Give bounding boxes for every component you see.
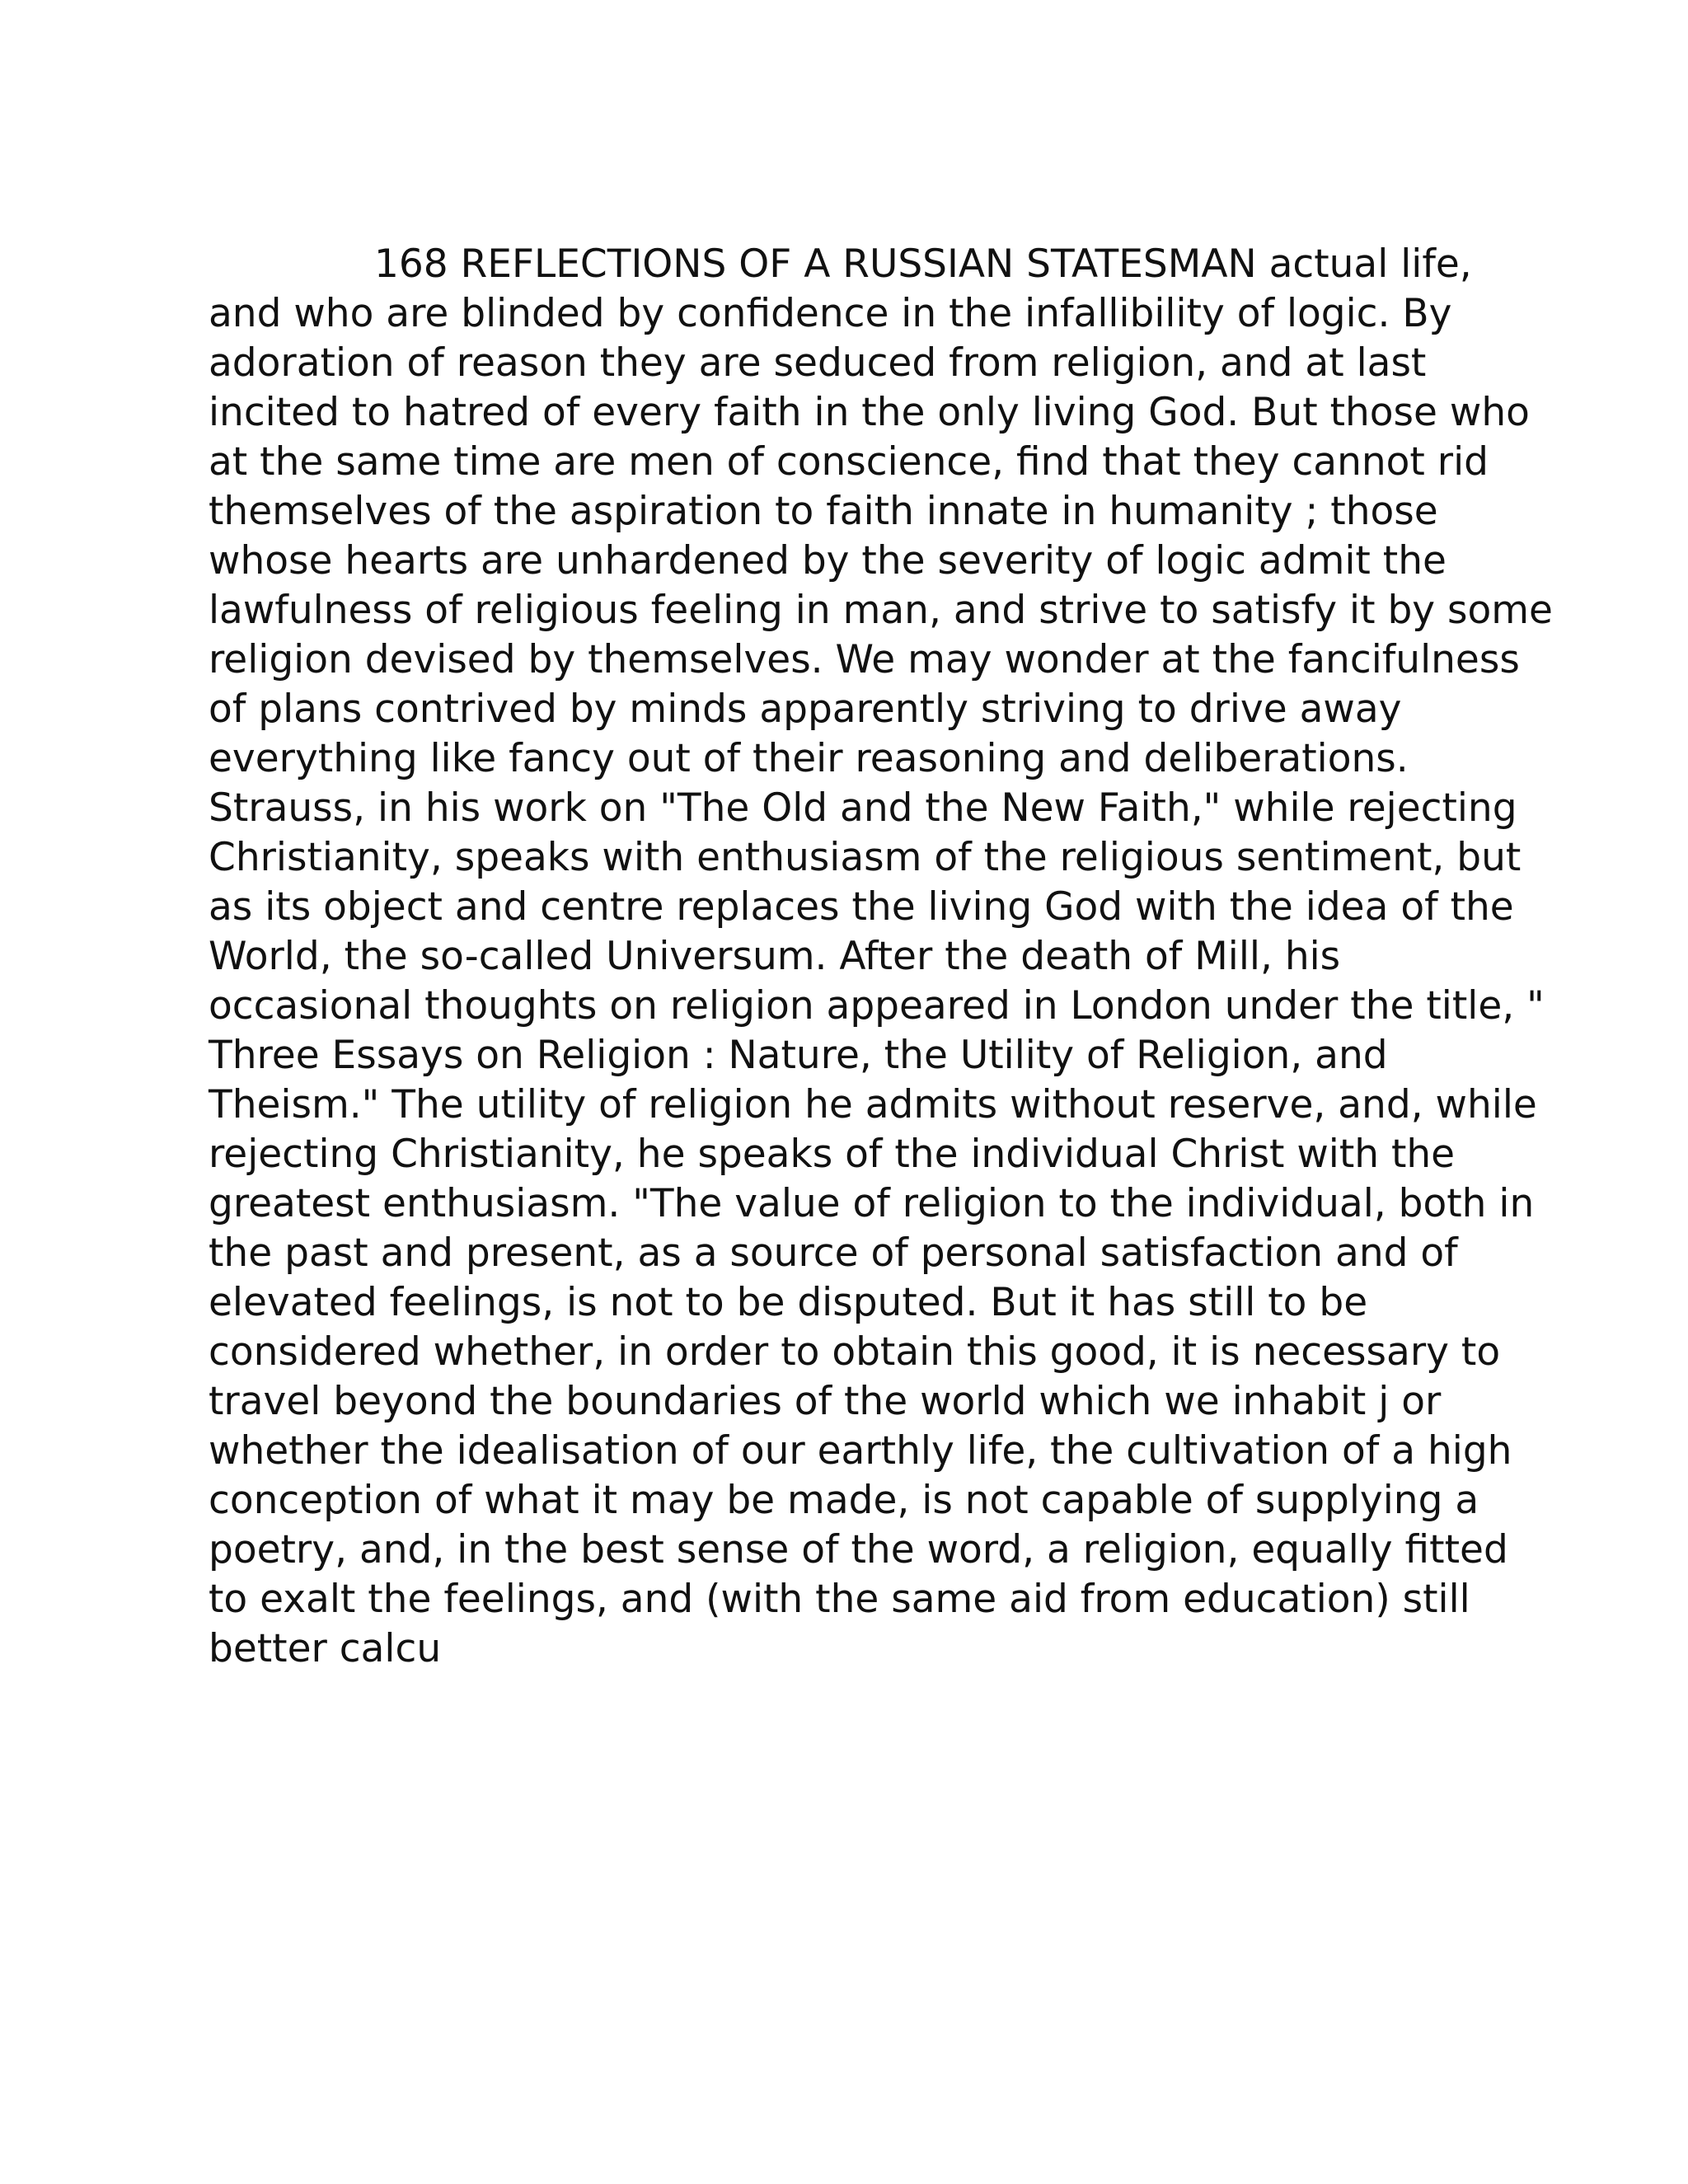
- text-line: Strauss, in his work on "The Old and the New Faith," while rejecting: [209, 785, 1517, 831]
- text-line: themselves of the aspiration to faith innate in humanity ; those: [209, 489, 1438, 534]
- text-line: Three Essays on Religion : Nature, the Utility of Religion, and: [209, 1033, 1388, 1078]
- text-line: whose hearts are unhardened by the severity of logic admit the: [209, 538, 1447, 583]
- text-line: travel beyond the boundaries of the world which we inhabit j or: [209, 1379, 1442, 1424]
- text-line: adoration of reason they are seduced from religion, and at last: [209, 340, 1427, 386]
- text-line: Theism." The utility of religion he admits without reserve, and, while: [209, 1082, 1537, 1127]
- text-line: greatest enthusiasm. "The value of religion to the individual, both in: [209, 1181, 1535, 1226]
- text-line-header: 168 REFLECTIONS OF A RUSSIAN STATESMAN actual life,: [374, 241, 1472, 287]
- text-line: to exalt the feelings, and (with the same aid from education) still: [209, 1577, 1470, 1622]
- text-line: World, the so-called Universum. After the death of Mill, his: [209, 934, 1341, 979]
- text-line: everything like fancy out of their reasoning and deliberations.: [209, 736, 1409, 781]
- text-line: as its object and centre replaces the living God with the idea of the: [209, 884, 1514, 930]
- text-line: conception of what it may be made, is not capable of supplying a: [209, 1478, 1479, 1523]
- text-line: Christianity, speaks with enthusiasm of the religious sentiment, but: [209, 835, 1522, 880]
- text-line: occasional thoughts on religion appeared in London under the title, ": [209, 983, 1545, 1029]
- body-text: [209, 240, 1553, 1674]
- text-line: incited to hatred of every faith in the only living God. But those who: [209, 390, 1530, 435]
- text-line: lawfulness of religious feeling in man, and strive to satisfy it by some: [209, 588, 1553, 633]
- text-line: rejecting Christianity, he speaks of the individual Christ with the: [209, 1132, 1456, 1177]
- text-line: religion devised by themselves. We may wonder at the fancifulness: [209, 637, 1520, 682]
- text-line: the past and present, as a source of personal satisfaction and of: [209, 1230, 1458, 1276]
- text-line: elevated feelings, is not to be disputed. But it has still to be: [209, 1280, 1368, 1325]
- text-line: at the same time are men of conscience, find that they cannot rid: [209, 439, 1489, 485]
- text-line: considered whether, in order to obtain this good, it is necessary to: [209, 1329, 1501, 1375]
- text-line: poetry, and, in the best sense of the word, a religion, equally fitted: [209, 1527, 1508, 1572]
- text-line: of plans contrived by minds apparently striving to drive away: [209, 687, 1402, 732]
- text-line: better calcu: [209, 1626, 442, 1671]
- text-line: and who are blinded by confidence in the infallibility of logic. By: [209, 291, 1452, 336]
- text-line: whether the idealisation of our earthly life, the cultivation of a high: [209, 1428, 1512, 1474]
